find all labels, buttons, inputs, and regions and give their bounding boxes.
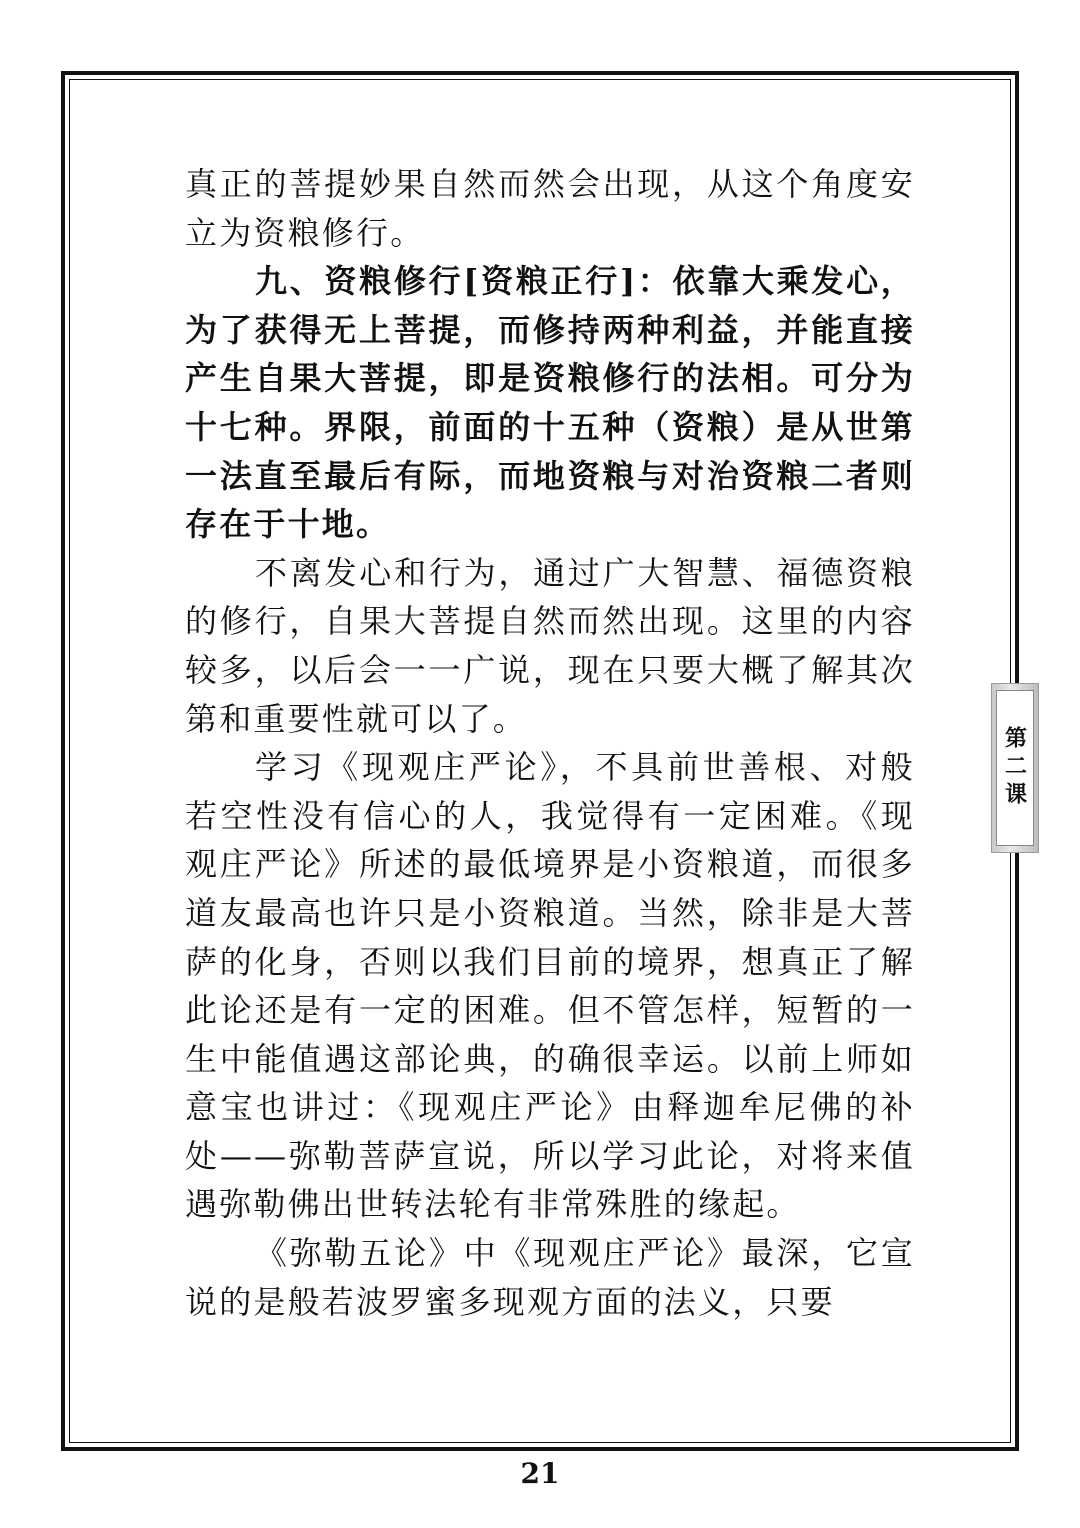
- lesson-side-tab-inner: [996, 690, 1034, 846]
- page-number: 21: [520, 1457, 560, 1490]
- lesson-side-tab-label: 第二课: [1001, 726, 1028, 810]
- paragraph-2-heading: 九、资粮修行[资粮正行]：依靠大乘发心，为了获得无上菩提，而修持两种利益，并能直接产生自果大菩提，即是资粮修行的法相。可分为十七种。界限，前面的十五种（资粮）是从世第一法直至最后有际，而地资粮与对治资粮二者则存在于十地。: [185, 262, 915, 544]
- paragraph-3: 不离发心和行为，通过广大智慧、福德资粮的修行，自果大菩提自然而然出现。这里的内容较多，以后会一一广说，现在只要大概了解其次第和重要性就可以了。: [185, 553, 915, 738]
- paragraph-4: 学习《现观庄严论》，不具前世善根、对般若空性没有信心的人，我觉得有一定困难。《现观庄严论》所述的最低境界是小资粮道，而很多道友最高也许只是小资粮道。当然，除非是大菩萨的化身，否则以我们目前的境界，想真正了解此论还是有一定的困难。但不管怎样，短暂的一生中能值遇这部论典，的确很幸运。以前上师如意宝也讲过：《现观庄严论》由释迦牟尼佛的补处——弥勒菩萨宣说，所以学习此论，对将来值遇弥勒佛出世转法轮有非常殊胜的缘起。: [185, 748, 915, 1224]
- page-body: [185, 160, 915, 1326]
- paragraph-5: 《弥勒五论》中《现观庄严论》最深，它宣说的是般若波罗蜜多现观方面的法义，只要: [185, 1234, 915, 1321]
- lesson-side-tab: [991, 683, 1039, 853]
- paragraph-1: 真正的菩提妙果自然而然会出现，从这个角度安立为资粮修行。: [185, 165, 915, 252]
